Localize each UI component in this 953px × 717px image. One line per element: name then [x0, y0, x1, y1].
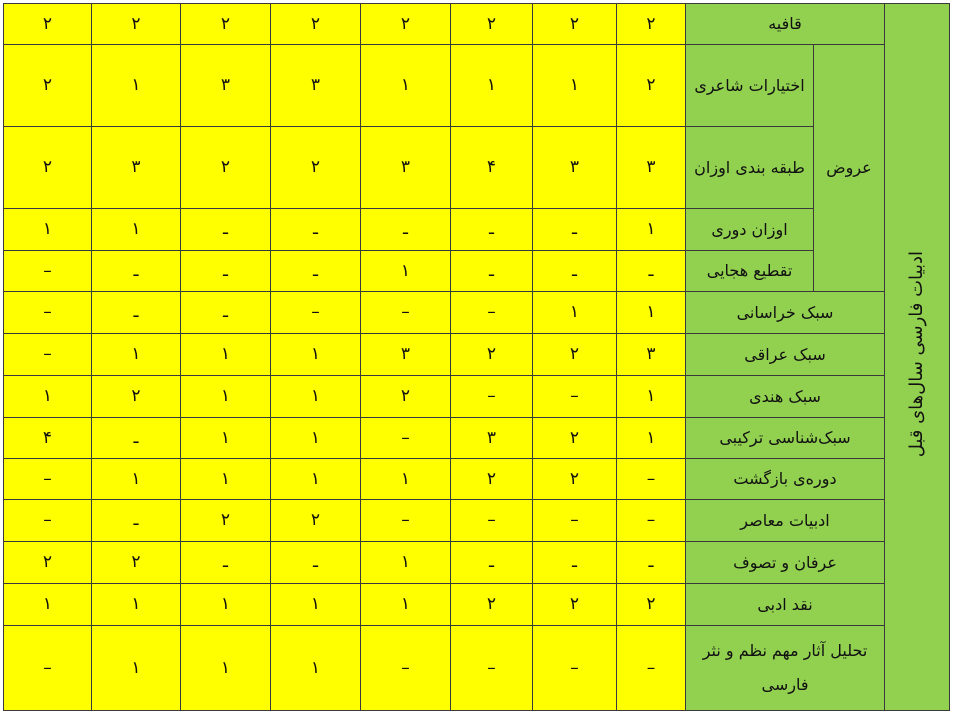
row-label: ادبیات معاصر — [686, 500, 885, 542]
table-row — [4, 209, 950, 251]
value-cell: ۱ — [617, 418, 686, 459]
value-cell: ۲ — [4, 127, 92, 209]
value-cell: – — [617, 459, 686, 500]
value-cell: ۲ — [451, 459, 533, 500]
value-cell: – — [533, 500, 617, 542]
value-cell: ۱ — [533, 292, 617, 334]
value-cell: ۳ — [271, 45, 361, 127]
value-cell: ۱ — [271, 626, 361, 711]
value-cell: – — [617, 500, 686, 542]
value-cell: ۲ — [617, 4, 686, 45]
value-cell: ۲ — [4, 45, 92, 127]
value-cell: ـ — [533, 251, 617, 292]
row-label: تقطیع هجایی — [686, 251, 814, 292]
value-cell: ۱ — [92, 626, 181, 711]
group-label: عروض — [814, 45, 885, 292]
table-row — [4, 251, 950, 292]
value-cell: ۱ — [271, 334, 361, 376]
value-cell: ۱ — [271, 418, 361, 459]
value-cell: ۱ — [181, 376, 271, 418]
table-row — [4, 542, 950, 584]
value-cell: ۳ — [181, 45, 271, 127]
row-label: سبک هندی — [686, 376, 885, 418]
value-cell: ۱ — [4, 584, 92, 626]
value-cell: ۴ — [4, 418, 92, 459]
value-cell: ۱ — [451, 45, 533, 127]
value-cell: ـ — [361, 209, 451, 251]
value-cell: ۱ — [92, 334, 181, 376]
value-cell: – — [4, 500, 92, 542]
value-cell: ۱ — [92, 209, 181, 251]
value-cell: ـ — [271, 542, 361, 584]
value-cell: ۲ — [451, 584, 533, 626]
row-label: قافیه — [686, 4, 885, 45]
table-row — [4, 292, 950, 334]
table-row — [4, 376, 950, 418]
value-cell: ـ — [92, 251, 181, 292]
value-cell: ـ — [92, 418, 181, 459]
value-cell: – — [451, 376, 533, 418]
value-cell: ـ — [451, 542, 533, 584]
value-cell: – — [361, 500, 451, 542]
value-cell: ۱ — [271, 376, 361, 418]
value-cell: – — [271, 292, 361, 334]
value-cell: ۲ — [181, 500, 271, 542]
row-label: تحلیل آثار مهم نظم و نثر فارسی — [686, 626, 885, 711]
value-cell: ۱ — [533, 45, 617, 127]
value-cell: ۱ — [361, 542, 451, 584]
value-cell: ـ — [271, 251, 361, 292]
value-cell: ۲ — [451, 4, 533, 45]
value-cell: ۳ — [361, 334, 451, 376]
value-cell: ـ — [92, 292, 181, 334]
value-cell: – — [4, 251, 92, 292]
value-cell: – — [451, 626, 533, 711]
value-cell: ۲ — [451, 334, 533, 376]
value-cell: ـ — [92, 500, 181, 542]
value-cell: ۳ — [361, 127, 451, 209]
value-cell: ۱ — [92, 584, 181, 626]
row-label: اوزان دوری — [686, 209, 814, 251]
table-row — [4, 334, 950, 376]
value-cell: – — [451, 292, 533, 334]
value-cell: ـ — [181, 542, 271, 584]
value-cell: ۱ — [271, 584, 361, 626]
value-cell: ۱ — [181, 459, 271, 500]
value-cell: – — [533, 376, 617, 418]
value-cell: ۳ — [533, 127, 617, 209]
value-cell: – — [361, 626, 451, 711]
row-label: اختیارات شاعری — [686, 45, 814, 127]
table-body — [4, 4, 950, 711]
value-cell: ۳ — [617, 127, 686, 209]
table-row — [4, 459, 950, 500]
value-cell: ۲ — [617, 584, 686, 626]
value-cell: ۴ — [451, 127, 533, 209]
table-row — [4, 4, 950, 45]
value-cell: ۱ — [361, 584, 451, 626]
section-label: ادبیات فارسی سال‌های قبل — [906, 251, 928, 458]
value-cell: ۱ — [181, 418, 271, 459]
value-cell: ۲ — [4, 542, 92, 584]
value-cell: ۲ — [533, 418, 617, 459]
value-cell: ۲ — [533, 459, 617, 500]
value-cell: ـ — [451, 251, 533, 292]
section-label-cell — [885, 4, 950, 711]
table-row — [4, 127, 950, 209]
value-cell: ـ — [533, 542, 617, 584]
value-cell: ـ — [617, 542, 686, 584]
value-cell: – — [4, 626, 92, 711]
value-cell: – — [451, 500, 533, 542]
value-cell: – — [4, 292, 92, 334]
value-cell: ۱ — [617, 209, 686, 251]
value-cell: – — [533, 626, 617, 711]
value-cell: ۲ — [617, 45, 686, 127]
value-cell: ۳ — [92, 127, 181, 209]
table-row — [4, 626, 950, 711]
value-cell: ۱ — [271, 459, 361, 500]
row-label: طبقه بندی اوزان — [686, 127, 814, 209]
value-cell: ۱ — [361, 251, 451, 292]
value-cell: ۱ — [92, 459, 181, 500]
value-cell: – — [4, 334, 92, 376]
value-cell: ـ — [271, 209, 361, 251]
value-cell: ۱ — [181, 584, 271, 626]
value-cell: ـ — [181, 209, 271, 251]
value-cell: ۲ — [361, 376, 451, 418]
value-cell: – — [617, 626, 686, 711]
value-cell: ـ — [533, 209, 617, 251]
value-cell: ۲ — [533, 334, 617, 376]
value-cell: ۱ — [92, 45, 181, 127]
row-label: دوره‌ی بازگشت — [686, 459, 885, 500]
value-cell: ۲ — [533, 584, 617, 626]
value-cell: ۱ — [4, 376, 92, 418]
value-cell: – — [361, 418, 451, 459]
table-row — [4, 500, 950, 542]
value-cell: ۱ — [4, 209, 92, 251]
value-cell: ۱ — [617, 292, 686, 334]
value-cell: ۱ — [181, 334, 271, 376]
value-cell: ۱ — [361, 45, 451, 127]
value-cell: ۳ — [451, 418, 533, 459]
value-cell: ۲ — [361, 4, 451, 45]
value-cell: ۲ — [4, 4, 92, 45]
value-cell: ۲ — [181, 127, 271, 209]
value-cell: ۲ — [271, 500, 361, 542]
row-label: نقد ادبی — [686, 584, 885, 626]
value-cell: ـ — [451, 209, 533, 251]
value-cell: ۲ — [181, 4, 271, 45]
row-label: سبک‌شناسی ترکیبی — [686, 418, 885, 459]
value-cell: – — [361, 292, 451, 334]
value-cell: ۲ — [92, 542, 181, 584]
value-cell: ۲ — [271, 4, 361, 45]
value-cell: ـ — [181, 292, 271, 334]
value-cell: – — [4, 459, 92, 500]
value-cell: ۲ — [92, 4, 181, 45]
table-row — [4, 45, 950, 127]
value-cell: ۲ — [92, 376, 181, 418]
value-cell: ۱ — [617, 376, 686, 418]
question-distribution-table — [3, 3, 950, 711]
value-cell: ۲ — [533, 4, 617, 45]
value-cell: ـ — [617, 251, 686, 292]
value-cell: ـ — [181, 251, 271, 292]
row-label: سبک عراقی — [686, 334, 885, 376]
value-cell: ۱ — [181, 626, 271, 711]
table-row — [4, 584, 950, 626]
value-cell: ۳ — [617, 334, 686, 376]
table-row — [4, 418, 950, 459]
value-cell: ۲ — [271, 127, 361, 209]
value-cell: ۱ — [361, 459, 451, 500]
row-label: عرفان و تصوف — [686, 542, 885, 584]
row-label: سبک خراسانی — [686, 292, 885, 334]
